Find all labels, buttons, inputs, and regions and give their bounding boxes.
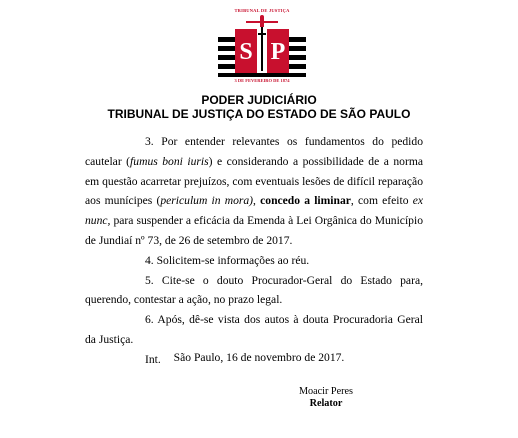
p3-text-3: ,	[253, 194, 261, 208]
header-poder-judiciario: PODER JUDICIÁRIO	[201, 93, 317, 107]
paragraph-6: 6. Após, dê-se vista dos autos à douta Procuradoria Geral da Justiça.	[85, 313, 423, 346]
court-emblem	[218, 8, 306, 83]
paragraph-int: Int.	[145, 352, 161, 366]
p3-periculum-in-mora: periculum in mora)	[160, 194, 254, 208]
p3-ex-nunc: ex nunc,	[85, 194, 423, 228]
signature-name: Moacir Peres	[298, 386, 354, 397]
balance-scale-icon	[246, 15, 278, 27]
decision-body	[85, 132, 423, 370]
emblem-letter-s: S	[239, 39, 253, 65]
paragraph-4: 4. Solicitem-se informações ao réu.	[145, 253, 310, 267]
p3-text-5: para suspender a eficácia da Emenda à Lei Orgânica do Município de Jundiaí nº 73, de 26 de setembro de 2017.	[85, 214, 423, 247]
emblem-bottom-text: 3 DE FEVEREIRO DE 1874	[234, 78, 290, 83]
p3-text-1: 3. Por entender relevantes os fundamentos do pedido cautelar (	[85, 135, 423, 168]
court-seal-icon	[218, 15, 306, 77]
p3-text-4: , com efeito	[350, 194, 413, 208]
signature-role: Relator	[309, 398, 343, 409]
paragraph-5: 5. Cite-se o douto Procurador-Geral do Estado para, querendo, contestar a ação, no prazo legal.	[85, 273, 423, 307]
emblem-top-text: TRIBUNAL DE JUSTIÇA	[234, 8, 290, 13]
decision-date: São Paulo, 16 de novembro de 2017.	[173, 351, 345, 364]
paragraph-3	[85, 132, 423, 251]
p3-concedo-liminar: concedo a liminar	[260, 194, 351, 208]
header-tribunal: TRIBUNAL DE JUSTIÇA DO ESTADO DE SÃO PAULO	[107, 107, 411, 121]
emblem-letter-p: P	[270, 39, 286, 65]
p3-text-2: ) e considerando a possibilidade de a norma em questão acarretar prejuízos, com eventuais lesões de difícil reparação aos munícipes (	[85, 154, 423, 208]
p3-fumus-boni-iuris: fumus boni iuris	[130, 154, 209, 168]
